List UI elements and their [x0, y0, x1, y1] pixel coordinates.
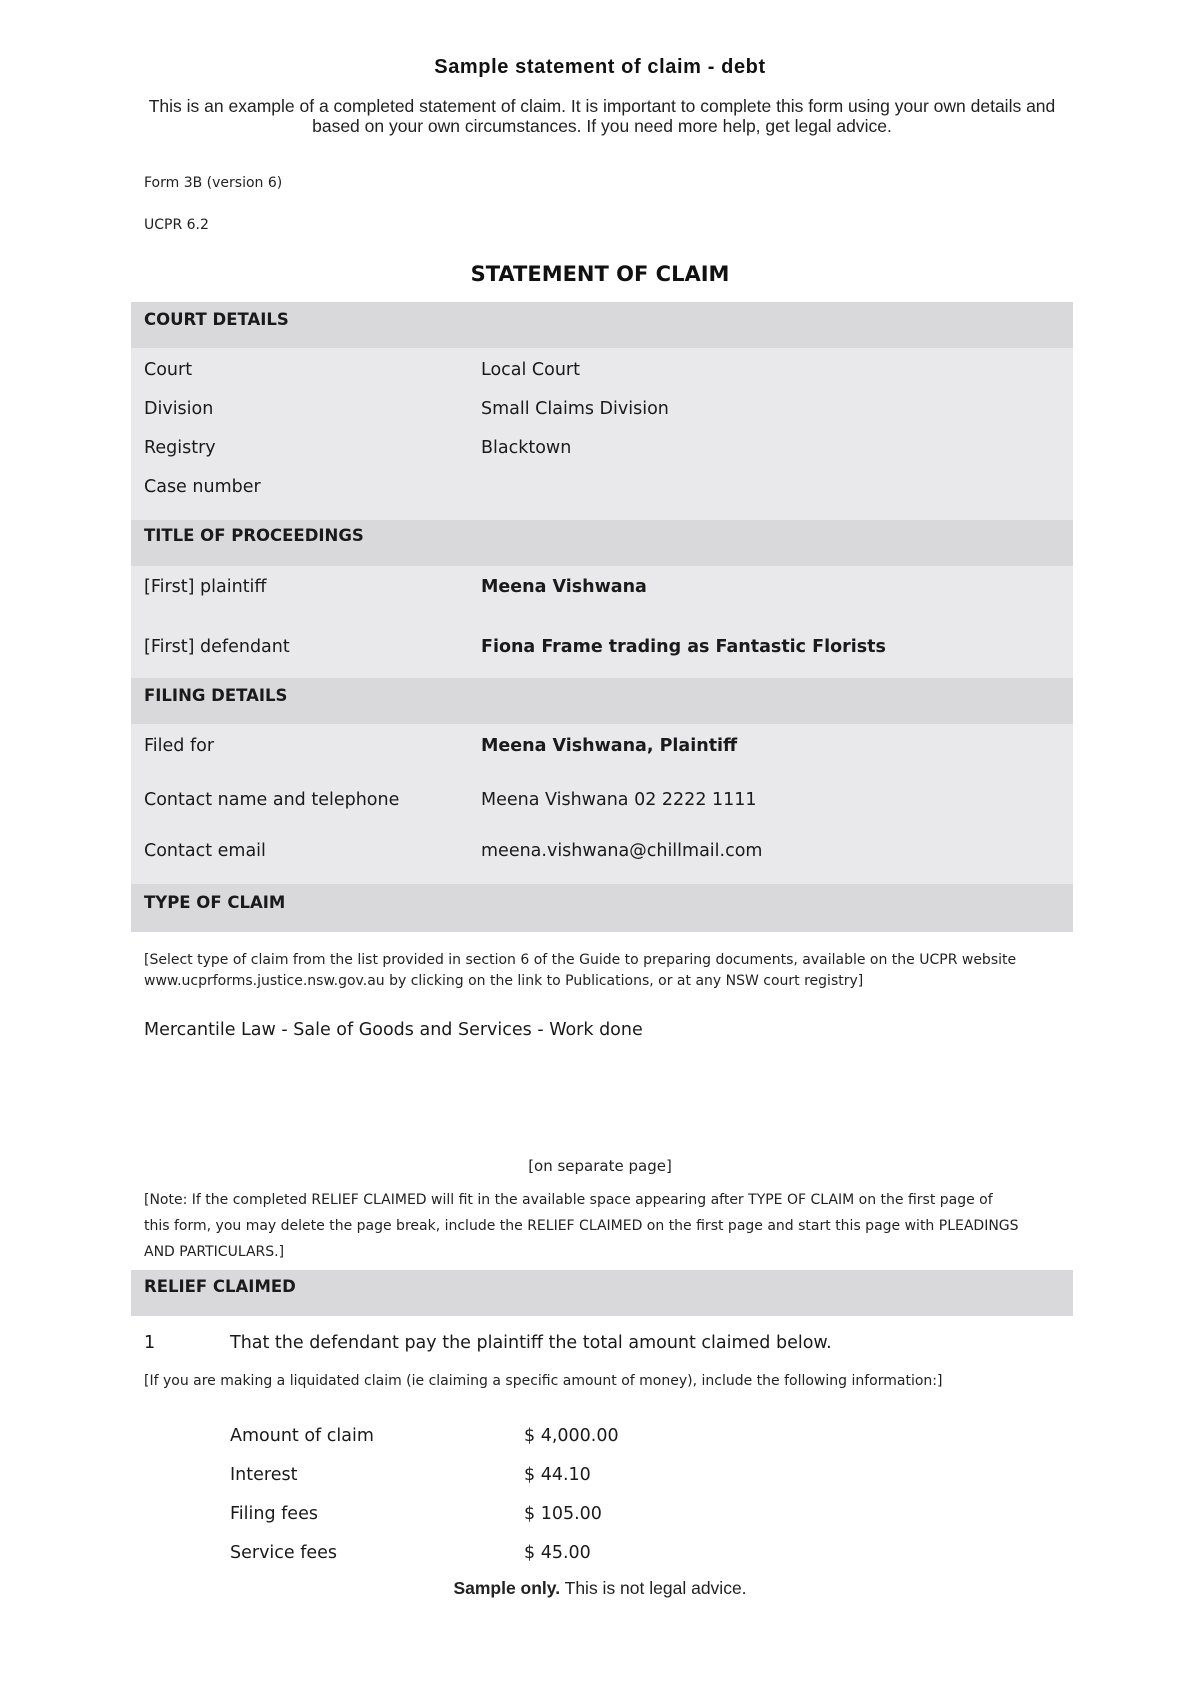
- case-number-label: Case number: [144, 477, 261, 497]
- note-line-3: AND PARTICULARS.]: [144, 1244, 285, 1260]
- sample-title: Sample statement of claim - debt: [434, 56, 766, 78]
- rule-reference: UCPR 6.2: [144, 217, 209, 233]
- service-fees-value: $ 45.00: [524, 1543, 591, 1563]
- instruction-line-2: www.ucprforms.justice.nsw.gov.au by clicking on the link to Publications, or at any NSW court registry]: [144, 973, 864, 989]
- email-value: meena.vishwana@chillmail.com: [481, 841, 763, 861]
- footer-disclaimer: [0, 1578, 1200, 1599]
- court-details-band: [131, 348, 1073, 520]
- relief-item-number: 1: [144, 1333, 156, 1353]
- footer-text: This is not legal advice.: [560, 1578, 747, 1598]
- relief-heading: RELIEF CLAIMED: [144, 1277, 296, 1296]
- type-of-claim-heading: TYPE OF CLAIM: [144, 893, 286, 912]
- filing-fees-label: Filing fees: [230, 1504, 318, 1524]
- page-title: STATEMENT OF CLAIM: [470, 262, 730, 286]
- court-value: Local Court: [481, 360, 580, 380]
- court-details-heading: COURT DETAILS: [144, 310, 289, 329]
- defendant-label: [First] defendant: [144, 637, 290, 657]
- page-break-note: [144, 1187, 1069, 1265]
- amount-value: $ 4,000.00: [524, 1426, 619, 1446]
- service-fees-label: Service fees: [230, 1543, 338, 1563]
- intro-text: This is an example of a completed statement of claim. It is important to complete this form using your own details and based on your own circumstances. If you need more help, get legal advice.: [148, 96, 1056, 136]
- form-version: Form 3B (version 6): [144, 175, 283, 191]
- instruction-line-1: [Select type of claim from the list provided in section 6 of the Guide to preparing documents, available on the UCPR website: [144, 952, 1017, 968]
- plaintiff-value: Meena Vishwana: [481, 577, 647, 597]
- division-label: Division: [144, 399, 214, 419]
- interest-value: $ 44.10: [524, 1465, 591, 1485]
- filing-fees-value: $ 105.00: [524, 1504, 602, 1524]
- registry-value: Blacktown: [481, 438, 572, 458]
- proceedings-heading: TITLE OF PROCEEDINGS: [144, 526, 364, 545]
- relief-item-text: That the defendant pay the plaintiff the total amount claimed below.: [230, 1333, 832, 1353]
- contact-label: Contact name and telephone: [144, 790, 400, 810]
- type-of-claim-value: Mercantile Law - Sale of Goods and Services - Work done: [144, 1020, 643, 1040]
- interest-label: Interest: [230, 1465, 298, 1485]
- note-line-2: this form, you may delete the page break, include the RELIEF CLAIMED on the first page and start this page with PLEADINGS: [144, 1218, 1019, 1234]
- note-line-1: [Note: If the completed RELIEF CLAIMED will fit in the available space appearing after TYPE OF CLAIM on the first page of: [144, 1192, 993, 1208]
- court-label: Court: [144, 360, 193, 380]
- filing-heading: FILING DETAILS: [144, 686, 288, 705]
- plaintiff-label: [First] plaintiff: [144, 577, 267, 597]
- email-label: Contact email: [144, 841, 266, 861]
- division-value: Small Claims Division: [481, 399, 669, 419]
- contact-value: Meena Vishwana 02 2222 1111: [481, 790, 757, 810]
- liquidated-instruction: [If you are making a liquidated claim (ie claiming a specific amount of money), include the following information:]: [144, 1373, 943, 1389]
- filed-for-label: Filed for: [144, 736, 215, 756]
- defendant-value: Fiona Frame trading as Fantastic Florists: [481, 637, 886, 657]
- separate-page-note: [on separate page]: [528, 1157, 672, 1175]
- filed-for-value: Meena Vishwana, Plaintiff: [481, 736, 738, 756]
- type-of-claim-instruction: [144, 950, 1069, 992]
- footer-bold: Sample only.: [453, 1578, 561, 1598]
- amount-label: Amount of claim: [230, 1426, 374, 1446]
- registry-label: Registry: [144, 438, 216, 458]
